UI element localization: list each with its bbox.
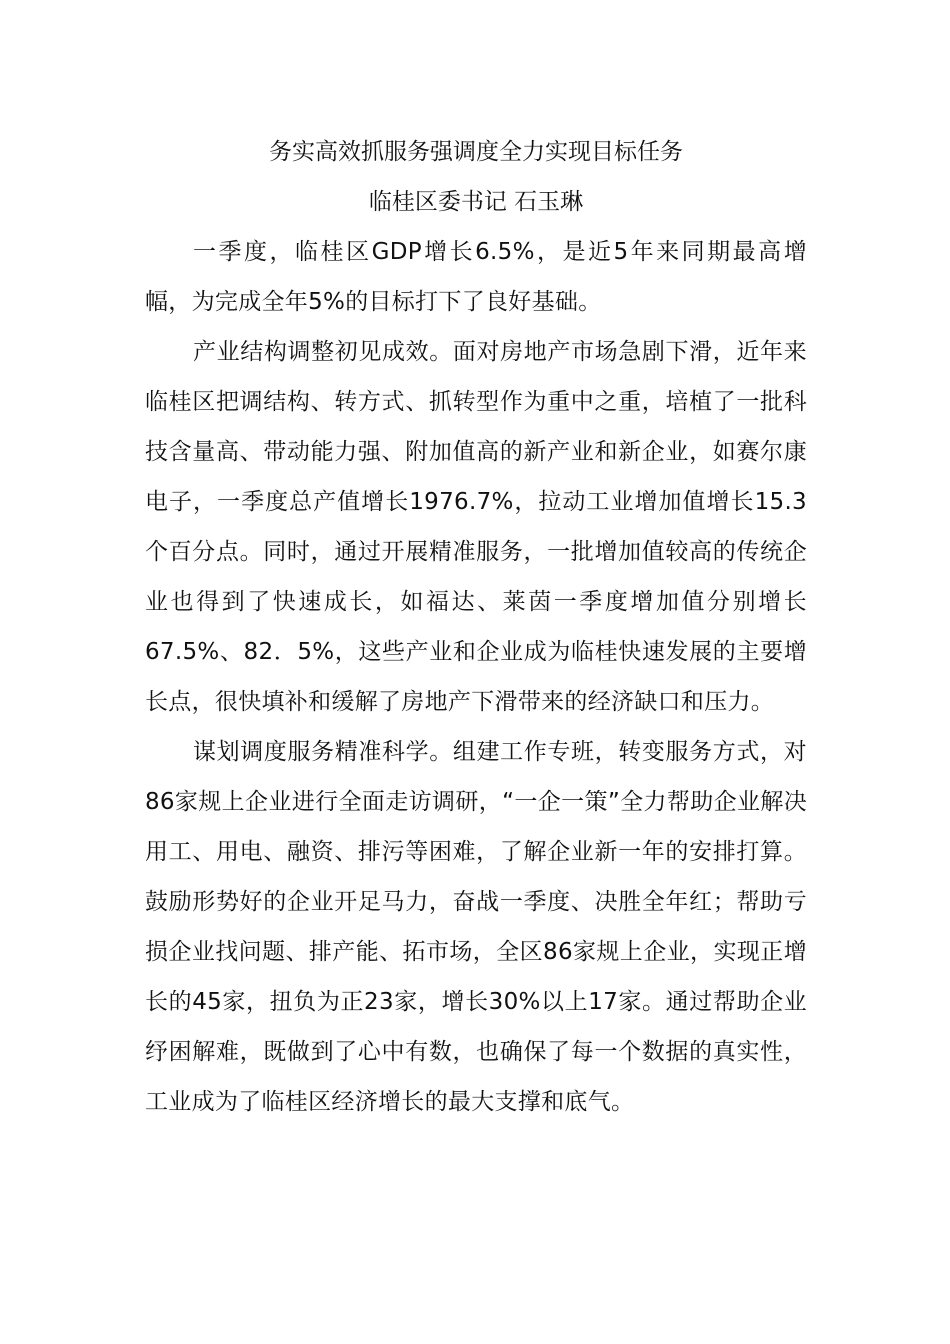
paragraph-service-scheduling: 谋划调度服务精准科学。组建工作专班，转变服务方式，对86家规上企业进行全面走访调研，“一企一策”全力帮助企业解决用工、用电、融资、排污等困难，了解企业新一年的安排打算。鼓励形势好的企业开足马力，奋战一季度、决胜全年红；帮助亏损企业找问题、排产能、拓市场，全区86家规上企业，实现正增长的45家，扭负为正23家，增长30%以上17家。通过帮助企业纾困解难，既做到了心中有数，也确保了每一个数据的真实性，工业成为了临桂区经济增长的最大支撑和底气。 xyxy=(145,739,807,1115)
document-author: 临桂区委书记 石玉琳 xyxy=(368,189,584,215)
document-title: 务实高效抓服务强调度全力实现目标任务 xyxy=(269,139,683,165)
document-body xyxy=(145,127,807,1127)
paragraph-industry-structure: 产业结构调整初见成效。面对房地产市场急剧下滑，近年来临桂区把调结构、转方式、抓转型作为重中之重，培植了一批科技含量高、带动能力强、附加值高的新产业和新企业，如赛尔康电子，一季度总产值增长1976.7%，拉动工业增加值增长15.3个百分点。同时，通过开展精准服务，一批增加值较高的传统企业也得到了快速成长，如福达、莱茵一季度增加值分别增长67.5%、82．5%，这些产业和企业成为临桂快速发展的主要增长点，很快填补和缓解了房地产下滑带来的经济缺口和压力。 xyxy=(145,339,807,715)
paragraph-intro: 一季度，临桂区GDP增长6.5%，是近5年来同期最高增幅，为完成全年5%的目标打下了良好基础。 xyxy=(145,239,807,315)
